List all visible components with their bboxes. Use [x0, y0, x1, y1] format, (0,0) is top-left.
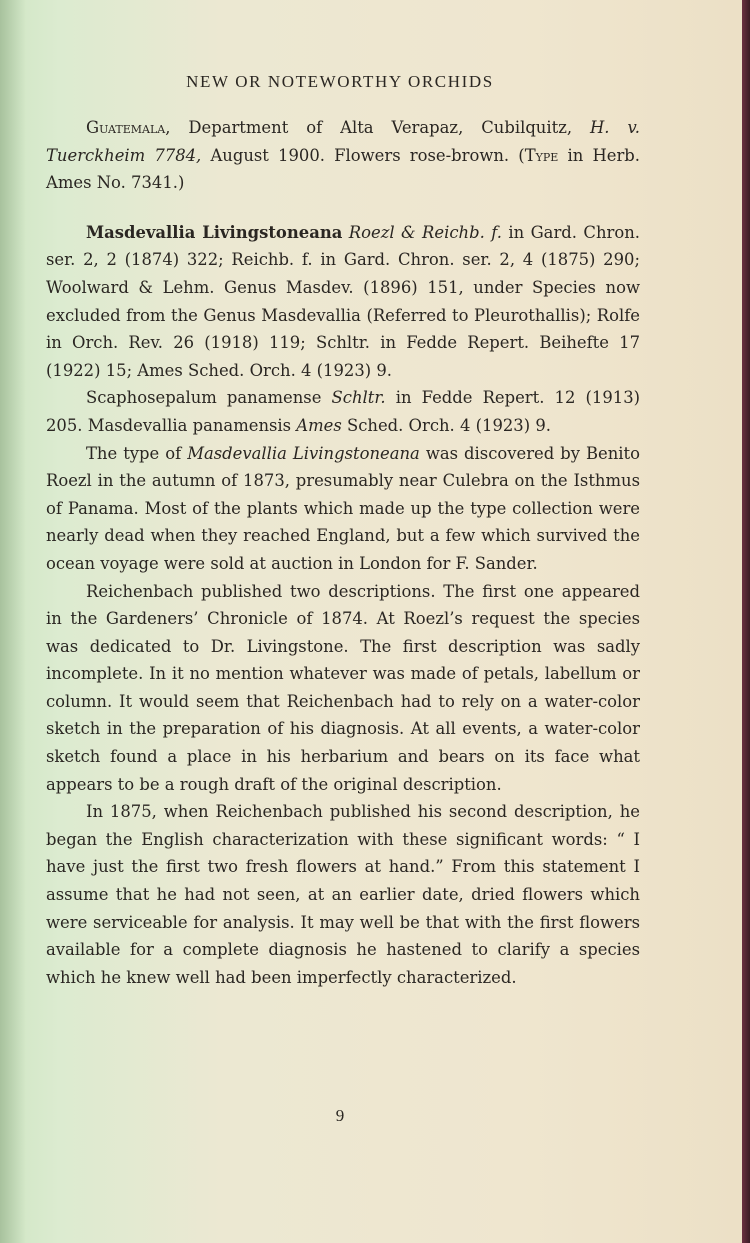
paragraph-type-locality	[46, 114, 640, 197]
synonym-1-reference: in Fedde Repert. 12 (1913) 205. Masdevallia panamensis	[46, 388, 641, 435]
type-history-start: The type of	[86, 443, 188, 463]
synonym-2-reference: Sched. Orch. 4 (1923) 9.	[341, 415, 551, 435]
collector: H. v. Tuerckheim 7784,	[46, 118, 640, 165]
page-gutter-shadow	[0, 0, 26, 1243]
synonym-1: Scaphosepalum panamense	[86, 388, 322, 408]
type-history-rest: was discovered by Benito Roezl in the autumn of 1873, presumably near Culebra on the Isthmus of Panama. Most of the plants which made up the type collection were nearly dead when they reached England, but a few which survived the ocean voyage were sold at auction in London for F. Sander.	[46, 443, 640, 573]
date-flowers: August 1900. Flowers rose-brown. (	[201, 145, 525, 165]
type-text: in Herb. Ames No. 7341.)	[46, 145, 640, 193]
running-header: NEW OR NOTEWORTHY ORCHIDS	[186, 72, 494, 91]
page-number: 9	[335, 1106, 345, 1125]
paragraph-second-description: In 1875, when Reichenbach published his second description, he began the English characterization with these significant words: “ I have just the first two fresh flowers at hand.” From this statement I assume that he had not seen, at an earlier date, dried flowers which were serviceable for analysis. It may well be that with the first flowers available for a complete diagnosis he hastened to clarify a species which he knew well had been imperfectly characterized.	[46, 802, 640, 987]
book-spine-edge	[742, 0, 750, 1243]
type-history-species: Masdevallia Livingstoneana	[187, 443, 420, 463]
paragraph-type-history	[46, 440, 640, 578]
paragraph-synonyms	[46, 384, 640, 439]
species-references: in Gard. Chron. ser. 2, 2 (1874) 322; Reichb. f. in Gard. Chron. ser. 2, 4 (1875) 290; Woolward & Lehm. Genus Masdev. (1896) 151, under Species now excluded from the Genus Masdevallia (Referred to Pleurothallis); Rolfe in Orch. Rev. 26 (1918) 119; Schltr. in Fedde Repert. Beihefte 17 (1922) 15; Ames Sched. Orch. 4 (1923) 9.	[46, 222, 640, 380]
species-author: Roezl & Reichb. f.	[342, 222, 502, 242]
synonym-2-author: Ames	[291, 415, 342, 435]
type-label: Type	[524, 145, 559, 165]
body-text	[46, 114, 640, 991]
locality-text: Department of Alta Verapaz, Cubilquitz,	[170, 118, 590, 137]
species-name: Masdevallia Livingstoneana	[86, 222, 343, 242]
paragraph-descriptions: Reichenbach published two descriptions. The first one appeared in the Gardeners’ Chronicle of 1874. At Roezl’s request the species was dedicated to Dr. Livingstone. The first description was sadly incomplete. In it no mention whatever was made of petals, labellum or column. It would seem that Reichenbach had to rely on a water-color sketch in the preparation of his diagnosis. At all events, a water-color sketch found a place in his herbarium and bears on its face what appears to be a rough draft of the original description.	[46, 581, 640, 794]
locality-label: Guatemala,	[86, 118, 171, 137]
paragraph-species-heading	[46, 219, 640, 385]
synonym-1-author: Schltr.	[321, 388, 386, 408]
